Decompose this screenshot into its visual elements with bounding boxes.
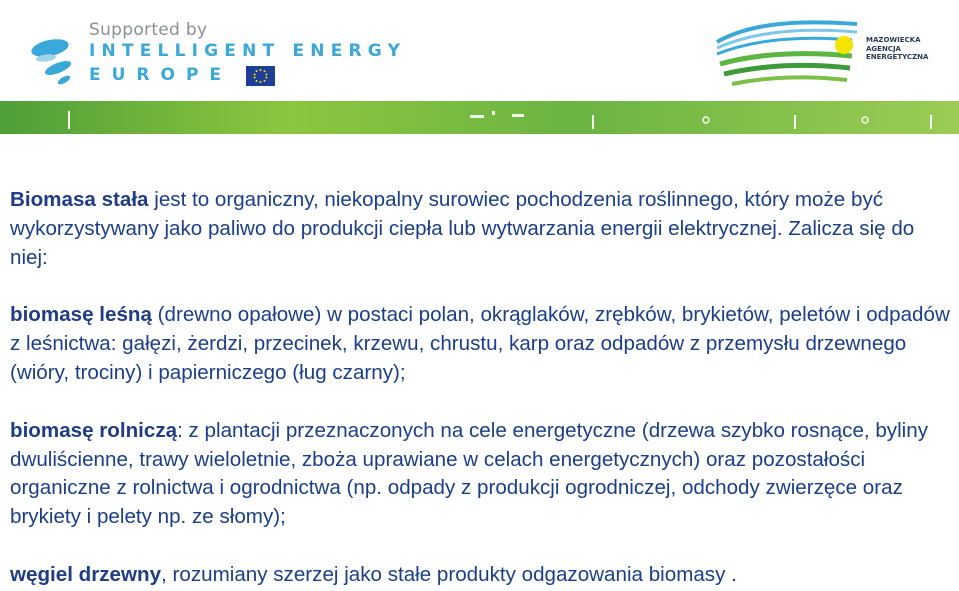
eu-flag-icon — [246, 66, 275, 86]
paragraph-biomasa-lesna — [10, 301, 950, 387]
paragraph-text: jest to organiczny, niekopalny surowiec pochodzenia roślinnego, który może być wykorzystywany jako paliwo do produkcji ciepła lub wytwarzania energii elektrycznej. Zalicza się do niej: — [10, 188, 915, 269]
paragraph-text: : z plantacji przeznaczonych na cele energetyczne (drzewa szybko rosnące, byliny dwuliścienne, trawy wieloletnie, zboża uprawiane w celach energetycznych) oraz pozostałości organiczne z rolnictwa i ogrodnictwa (np. odpady z produkcji ogrodniczej, odchody zwierzęce oraz brykiety i pelety np. ze słomy); — [10, 418, 929, 529]
term-bold: biomasę rolniczą — [10, 418, 178, 442]
paragraph-biomasa-rolnicza — [10, 417, 950, 532]
slide-body-text — [10, 186, 950, 590]
term-bold: Biomasa stała — [10, 188, 149, 211]
paragraph-biomasa-stala — [10, 186, 950, 272]
iee-title-line1: INTELLIGENT ENERGY — [89, 41, 407, 61]
mae-logo-icon — [712, 12, 872, 92]
paragraph-wegiel-drzewny — [10, 561, 950, 590]
paragraph-text: , rozumiany szerzej jako stałe produkty odgazowania biomasy . — [161, 562, 737, 586]
paragraph-text: (drewno opałowe) w postaci polan, okrąglaków, zrębków, brykietów, peletów i odpadów z leśnictwa: gałęzi, żerdzi, przecinek, krzewu, chrustu, karp oraz odpadów z przemysłu drzewnego (wióry, trociny) i papierniczego (ług czarny); — [10, 303, 950, 384]
green-banner-band — [0, 101, 959, 134]
iee-title-line2: EUROPE — [89, 65, 233, 85]
mae-name-text: MAZOWIECKA AGENCJA ENERGETYCZNA — [866, 36, 929, 61]
term-bold: biomasę leśną — [10, 303, 152, 327]
supported-by-text: Supported by — [89, 20, 208, 40]
slide-header — [0, 0, 959, 150]
term-bold: węgiel drzewny — [10, 562, 162, 586]
